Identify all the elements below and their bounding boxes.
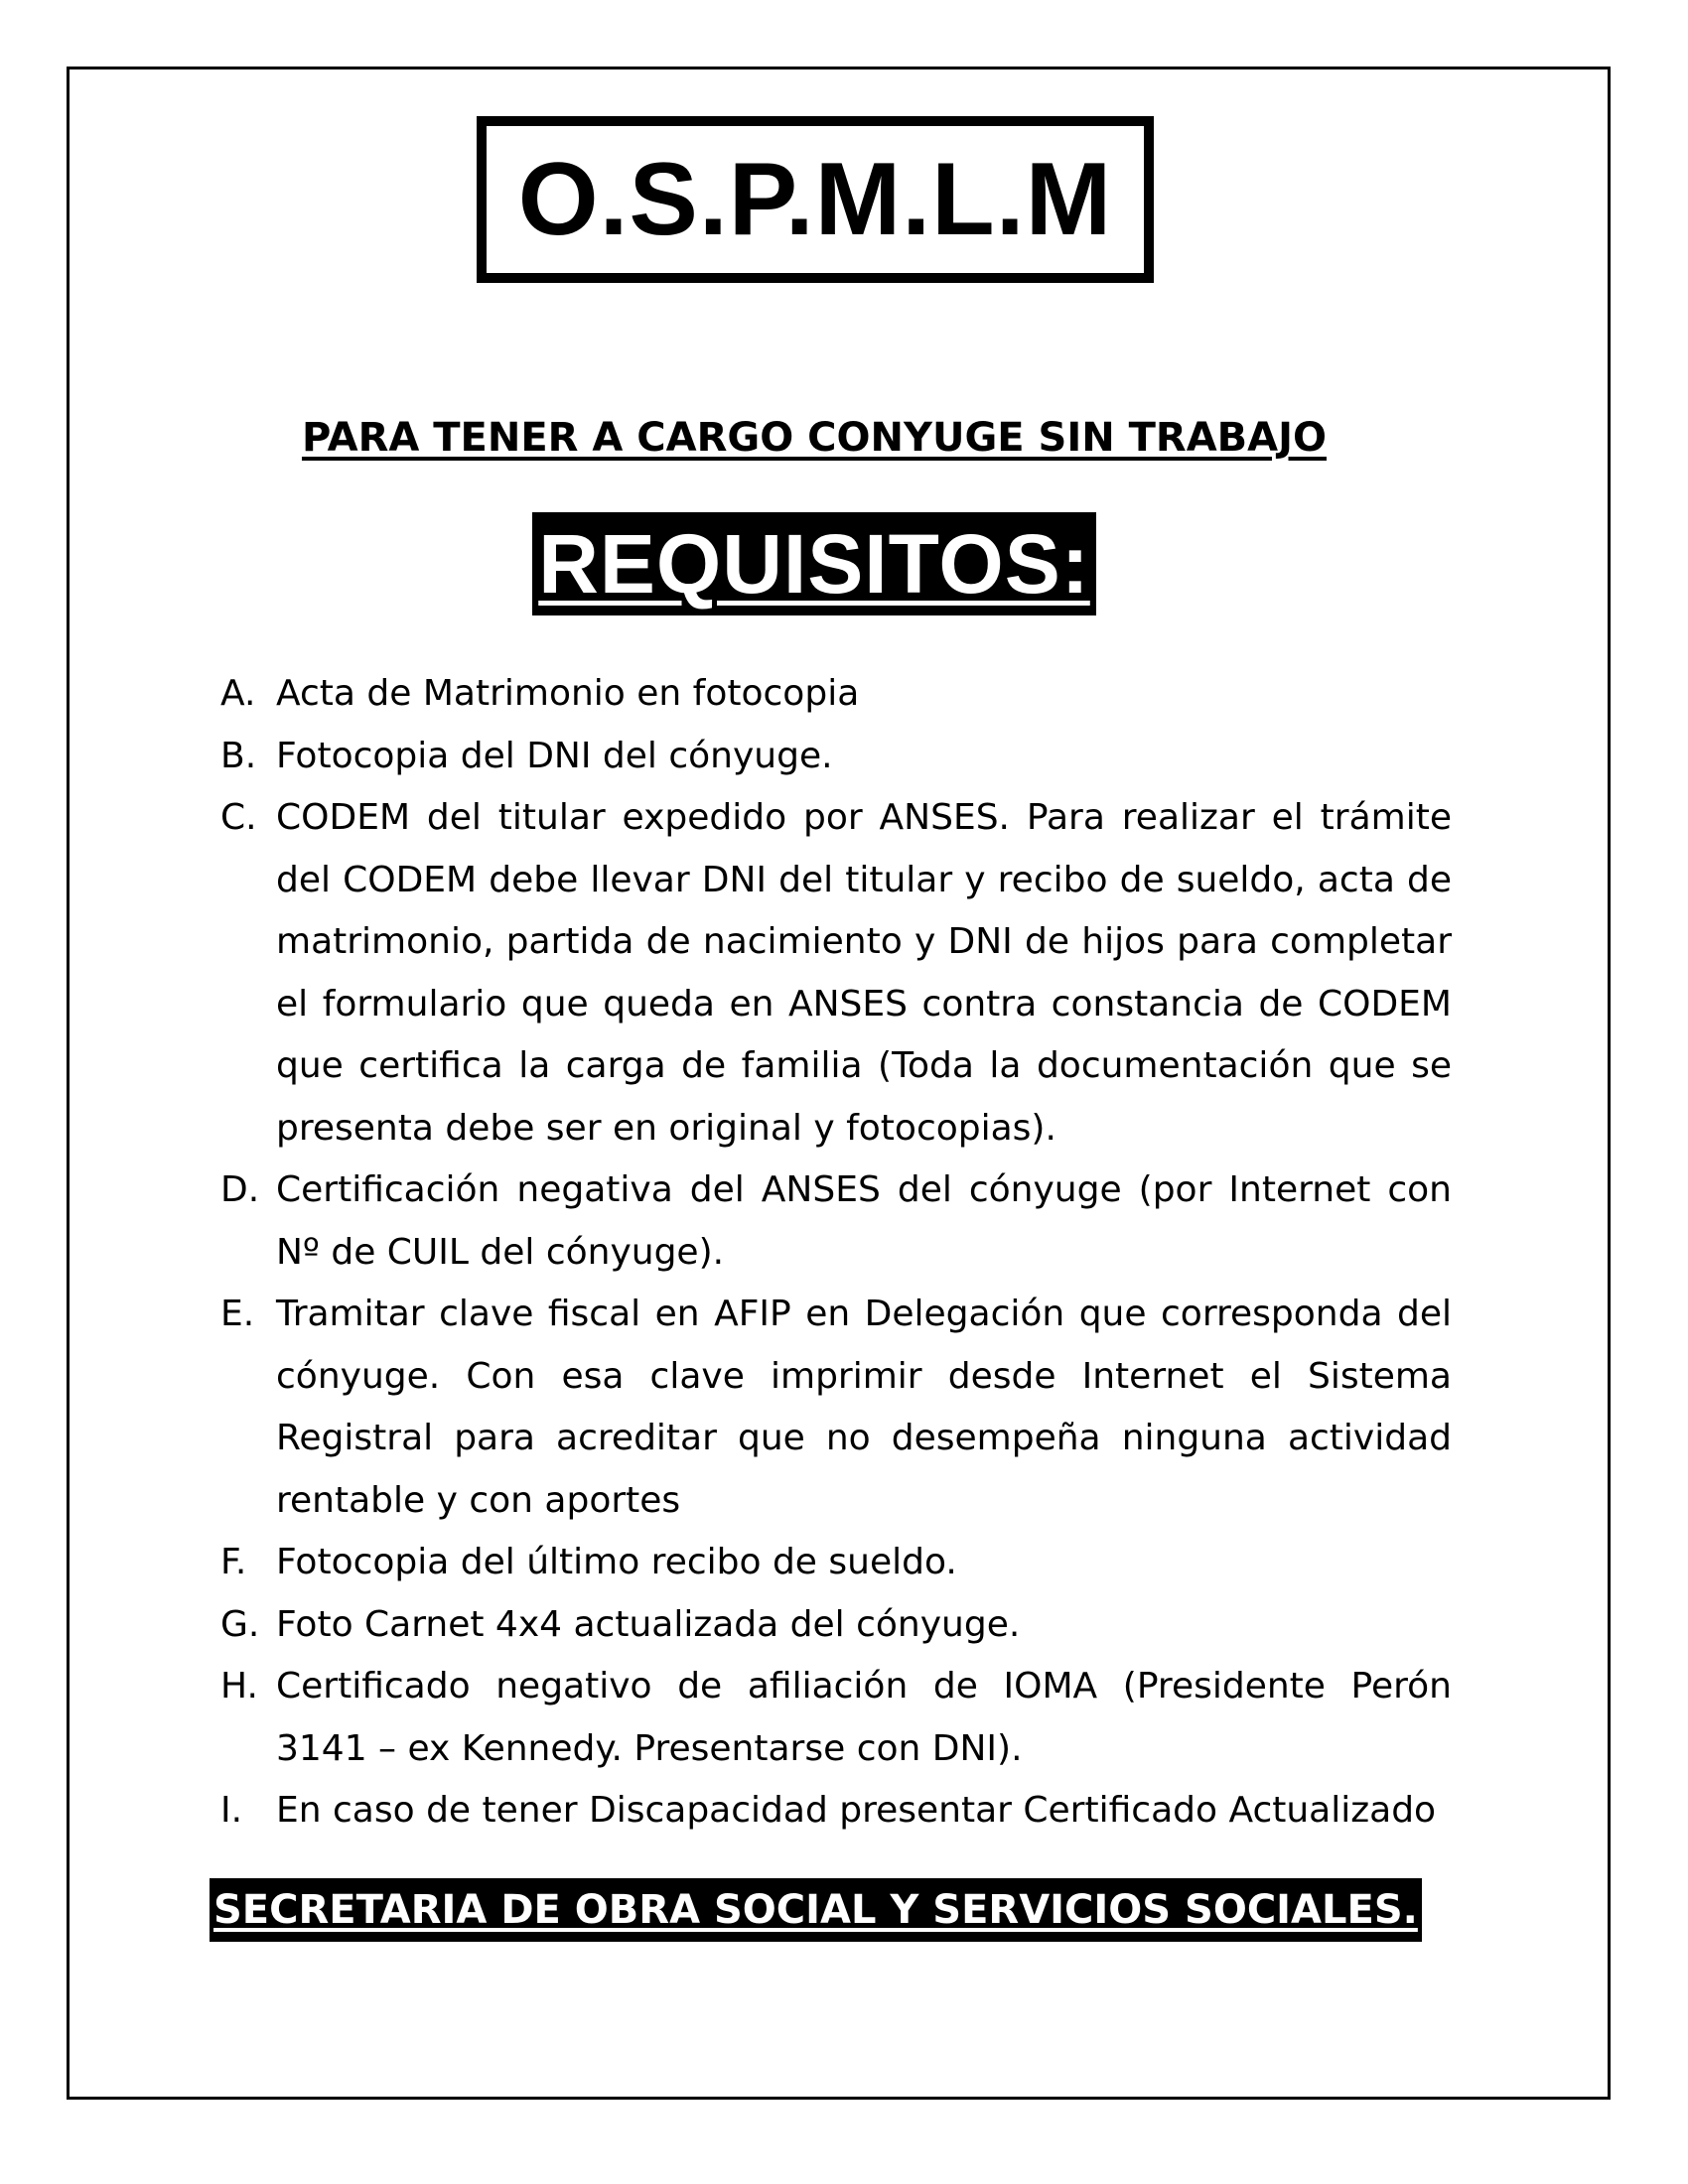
requirement-item-a — [220, 663, 1452, 726]
requirement-letter: C. — [220, 797, 257, 838]
requirement-letter: I. — [220, 1790, 243, 1831]
requirement-item-c — [220, 787, 1452, 1160]
requirement-text: CODEM del titular expedido por ANSES. Para realizar el trámite del CODEM debe llevar DNI del titular y recibo de sueldo, acta de matrimonio, partida de nacimiento y DNI de hijos para completar el formulario que queda en ANSES contra constancia de CODEM que certifica la carga de familia (Toda la documentación que se presenta debe ser en original y fotocopias). — [276, 797, 1452, 1149]
requirement-item-h — [220, 1656, 1452, 1780]
requirement-text: En caso de tener Discapacidad presentar Certificado Actualizado — [276, 1790, 1437, 1831]
requirement-text: Certificado negativo de afiliación de IOMA (Presidente Perón 3141 – ex Kennedy. Presentarse con DNI). — [276, 1666, 1452, 1769]
requirement-letter: B. — [220, 735, 257, 776]
requirement-text: Foto Carnet 4x4 actualizada del cónyuge. — [276, 1603, 1021, 1645]
requirement-letter: D. — [220, 1169, 260, 1210]
requirement-letter: F. — [220, 1542, 247, 1582]
requirement-text: Tramitar clave fiscal en AFIP en Delegación que corresponda del cónyuge. Con esa clave imprimir desde Internet el Sistema Registral para acreditar que no desempeña ninguna actividad rentable y con aportes — [276, 1294, 1452, 1521]
requirement-letter: G. — [220, 1603, 260, 1645]
requirement-letter: H. — [220, 1666, 258, 1706]
requirement-item-i — [220, 1780, 1452, 1843]
footer-secretariat: SECRETARIA DE OBRA SOCIAL Y SERVICIOS SOCIALES. — [210, 1878, 1422, 1942]
requirement-text: Fotocopia del último recibo de sueldo. — [276, 1542, 957, 1582]
requirement-letter: E. — [220, 1294, 255, 1334]
requirement-item-b — [220, 726, 1452, 788]
requirement-item-e — [220, 1284, 1452, 1532]
requirement-text: Certificación negativa del ANSES del cónyuge (por Internet con Nº de CUIL del cónyuge). — [276, 1169, 1452, 1273]
requirements-heading-wrap — [0, 512, 1628, 615]
footer-wrap — [210, 1878, 1422, 1942]
requirement-item-d — [220, 1160, 1452, 1284]
requirement-item-f — [220, 1532, 1452, 1594]
requirements-list — [220, 663, 1452, 1843]
requirements-heading: REQUISITOS: — [532, 512, 1096, 615]
requirement-text: Acta de Matrimonio en fotocopia — [276, 673, 860, 714]
requirement-letter: A. — [220, 673, 256, 714]
document-subtitle: PARA TENER A CARGO CONYUGE SIN TRABAJO — [301, 415, 1327, 461]
requirement-text: Fotocopia del DNI del cónyuge. — [276, 735, 833, 776]
organization-logo-box — [477, 116, 1154, 283]
requirement-item-g — [220, 1594, 1452, 1657]
organization-logo-text: O.S.P.M.L.M — [517, 142, 1113, 257]
